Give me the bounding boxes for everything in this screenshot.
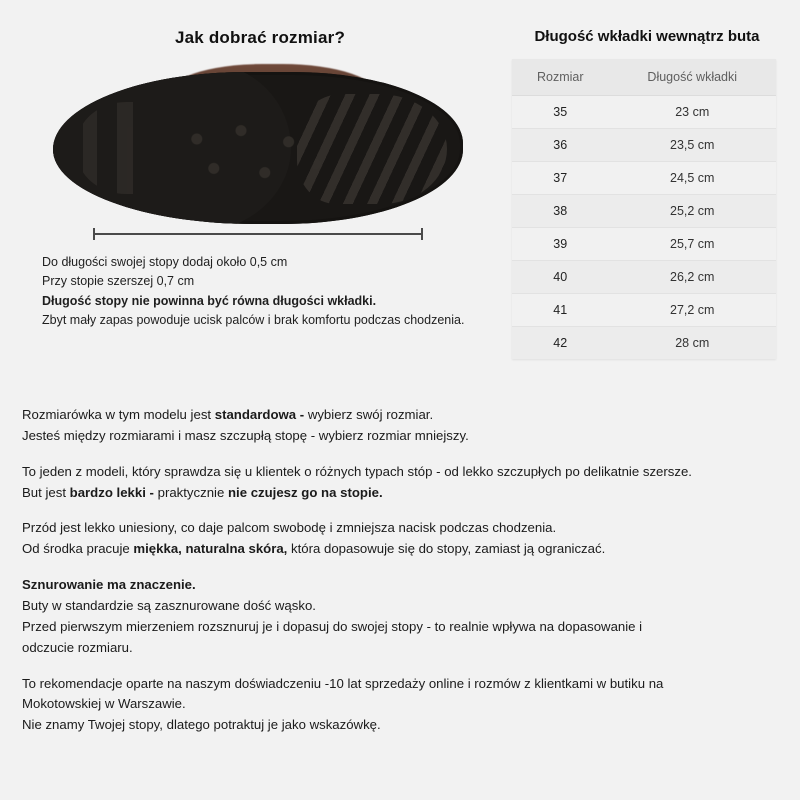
- text-line: [22, 575, 782, 596]
- text-line: [22, 405, 782, 426]
- cell-insole-length: 23 cm: [608, 96, 776, 129]
- cell-insole-length: 28 cm: [608, 327, 776, 360]
- table-row: [512, 327, 776, 360]
- text-line: [22, 638, 782, 659]
- table-row: [512, 261, 776, 294]
- size-table-head: [512, 59, 776, 96]
- text-run: Przed pierwszym mierzeniem rozsznuruj je i dopasuj do swojej stopy - to realnie wpływa na dopasowanie i: [22, 618, 643, 634]
- paragraph: [22, 674, 782, 737]
- subheading-lacing: Sznurowanie ma znaczenie.: [22, 577, 196, 593]
- paragraph: [22, 405, 782, 447]
- table-row: [512, 195, 776, 228]
- text-run: But jest: [22, 484, 70, 500]
- cell-insole-length: 25,2 cm: [608, 195, 776, 228]
- column-header-insole-length: Długość wkładki: [608, 59, 776, 96]
- paragraph-spacer: [22, 447, 782, 462]
- text-run-bold: standardowa -: [214, 407, 308, 422]
- column-header-size: Rozmiar: [512, 59, 608, 96]
- text-run-bold: bardzo lekki -: [69, 484, 158, 500]
- text-run: Jesteś między rozmiarami i masz szczupłą stopę - wybierz rozmiar mniejszy.: [22, 427, 469, 443]
- note-text: Zbyt mały zapas powoduje ucisk palców i brak komfortu podczas chodzenia.: [42, 313, 465, 328]
- note-text: Do długości swojej stopy dodaj około 0,5 cm: [42, 255, 288, 269]
- note-text-bold: Długość stopy nie powinna być równa długości wkładki.: [42, 293, 377, 308]
- paragraph-spacer: [22, 503, 782, 518]
- cell-size: 36: [512, 129, 608, 162]
- page-title-left: Jak dobrać rozmiar?: [174, 28, 346, 47]
- table-row: [512, 162, 776, 195]
- cell-size: 41: [512, 294, 608, 327]
- cell-size: 37: [512, 162, 608, 195]
- paragraph-spacer: [22, 560, 782, 575]
- cell-size: 39: [512, 228, 608, 261]
- paragraph: [22, 518, 782, 560]
- text-line: [22, 483, 782, 504]
- measurement-line: [93, 233, 423, 235]
- cell-insole-length: 26,2 cm: [608, 261, 776, 294]
- text-run: która dopasowuje się do stopy, zamiast ją ograniczać.: [287, 541, 606, 557]
- table-row: [512, 129, 776, 162]
- cell-size: 42: [512, 327, 608, 360]
- text-run: Od środka pracuje: [22, 541, 134, 557]
- size-table-body: [512, 96, 776, 360]
- text-run: Nie znamy Twojej stopy, dlatego potraktuj je jako wskazówkę.: [22, 717, 381, 733]
- cell-insole-length: 23,5 cm: [608, 129, 776, 162]
- text-line: [22, 715, 782, 736]
- note-line: [42, 272, 500, 291]
- cell-insole-length: 25,7 cm: [608, 228, 776, 261]
- text-line: [22, 518, 782, 539]
- text-run: To rekomendacje oparte na naszym doświadczeniu -10 lat sprzedaży online i rozmów z klientkami w butiku na: [22, 675, 664, 691]
- text-line: [22, 426, 782, 447]
- text-run: praktycznie: [157, 484, 228, 500]
- table-row: [512, 294, 776, 327]
- text-run: Buty w standardzie są zasznurowane dość wąsko.: [22, 598, 316, 614]
- text-line: [22, 617, 782, 638]
- cell-insole-length: 24,5 cm: [608, 162, 776, 195]
- paragraph-spacer: [22, 659, 782, 674]
- cell-size: 40: [512, 261, 608, 294]
- table-header-row: [512, 59, 776, 96]
- text-line: [22, 539, 782, 560]
- text-run: Rozmiarówka w tym modelu jest: [22, 407, 215, 422]
- note-line: [42, 311, 500, 330]
- text-run: Mokotowskiej w Warszawie.: [22, 696, 186, 712]
- shoe-sole-shape: [53, 72, 463, 224]
- sole-toe-tread: [77, 102, 187, 194]
- text-line: [22, 674, 782, 695]
- text-run: To jeden z modeli, który sprawdza się u klientek o różnych typach stóp - od lekko szczupłych po delikatnie szersze.: [22, 463, 692, 479]
- text-line: [22, 462, 782, 483]
- left-column: [20, 20, 500, 331]
- page-title-right: Długość wkładki wewnątrz buta: [534, 28, 760, 45]
- measurement-notes: [42, 253, 500, 331]
- right-column: [512, 20, 782, 359]
- paragraph: [22, 575, 782, 658]
- cell-insole-length: 27,2 cm: [608, 294, 776, 327]
- text-run-bold: miękka, naturalna skóra,: [133, 541, 288, 557]
- table-row: [512, 96, 776, 129]
- description-text: [22, 405, 782, 736]
- sole-heel-tread: [297, 94, 447, 204]
- text-run: wybierz swój rozmiar.: [307, 407, 434, 422]
- size-table: [512, 59, 776, 359]
- cell-size: 38: [512, 195, 608, 228]
- text-run-bold: nie czujesz go na stopie.: [227, 484, 383, 500]
- text-run: Przód jest lekko uniesiony, co daje palcom swobodę i zmniejsza nacisk podczas chodzenia.: [22, 520, 557, 536]
- table-row: [512, 228, 776, 261]
- text-run: odczucie rozmiaru.: [22, 639, 133, 655]
- note-line: [42, 292, 500, 311]
- text-line: [22, 694, 782, 715]
- shoe-sole-illustration: [45, 64, 475, 239]
- cell-size: 35: [512, 96, 608, 129]
- paragraph: [22, 462, 782, 504]
- note-text: Przy stopie szerszej 0,7 cm: [42, 274, 195, 289]
- text-line: [22, 596, 782, 617]
- note-line: [42, 253, 500, 272]
